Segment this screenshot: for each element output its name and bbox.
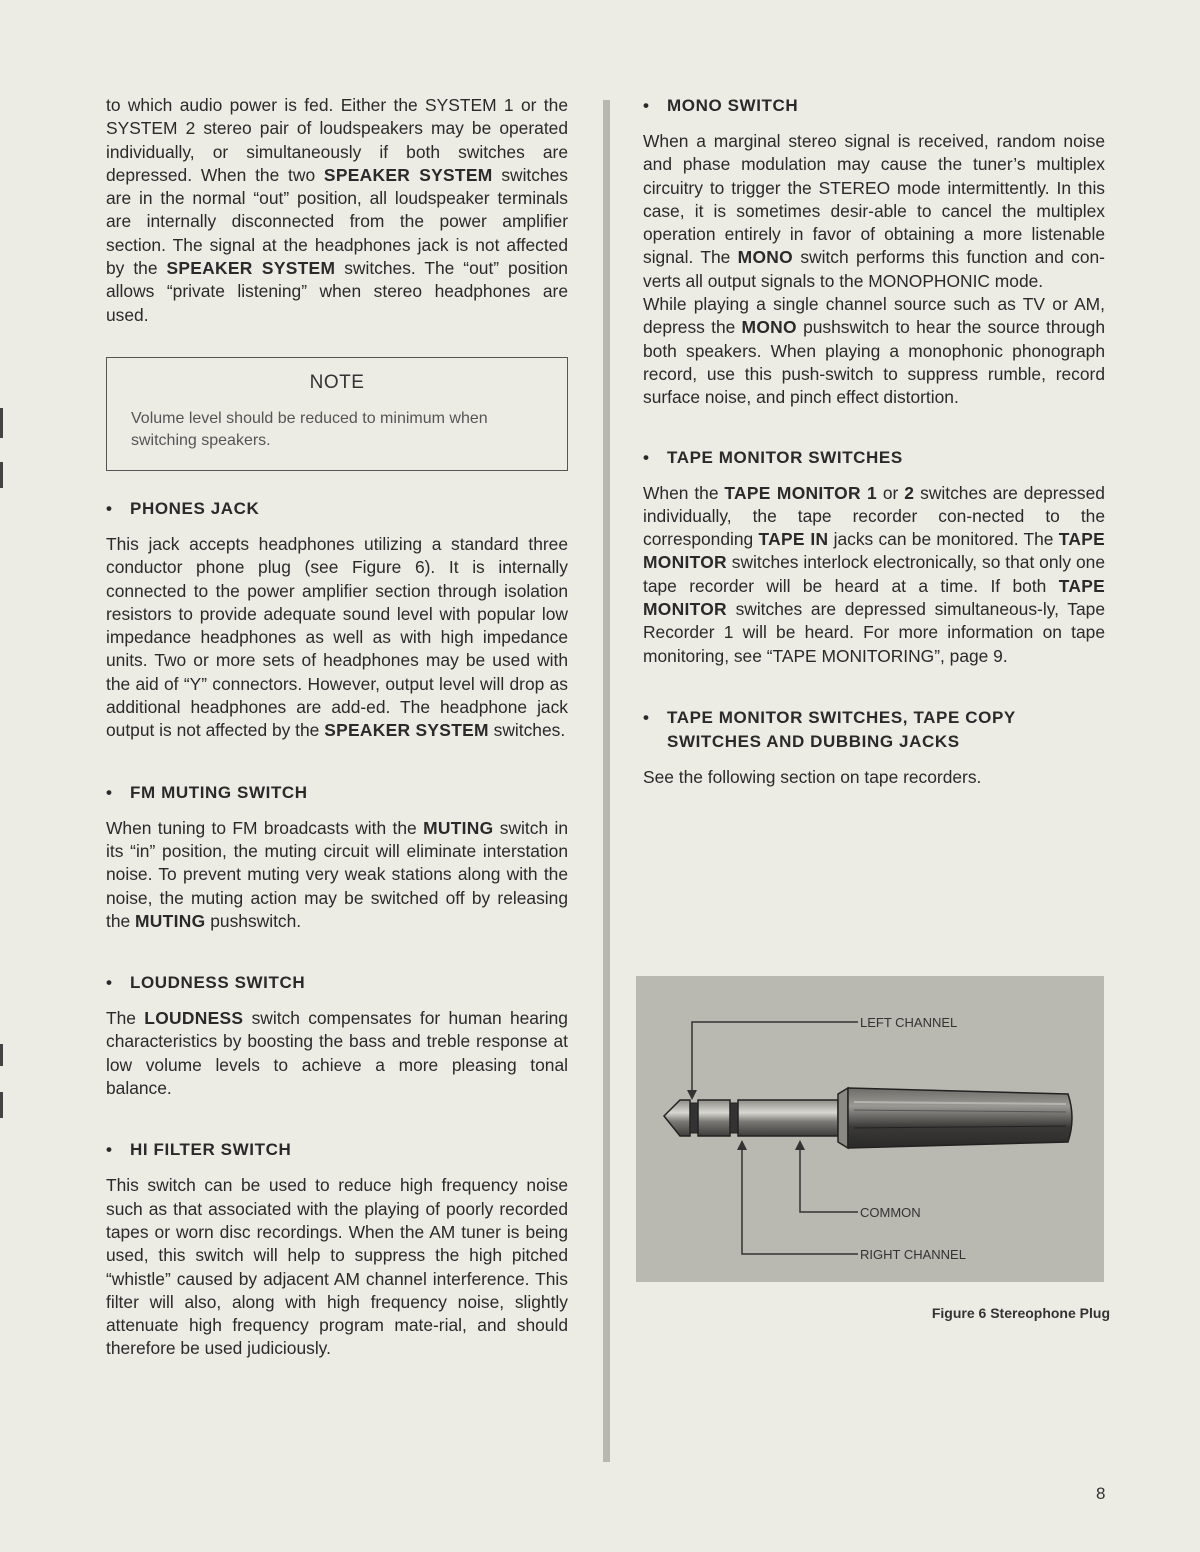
section-heading [643,446,1105,470]
section-body: When the TAPE MONITOR 1 or 2 switches are depressed individually, the tape recorder con-nected to the corresponding TAPE IN jacks can be monitored. The TAPE MONITOR switches interlock electronically, so that only one tape recorder will be heard at a time. If both TAPE MONITOR switches are depressed simultaneous-ly, Tape Recorder 1 will be heard. For more information on tape monitoring, see “TAPE MONITORING”, page 9. [643,482,1106,666]
page-number: 8 [1096,1484,1106,1503]
intro-paragraph: to which audio power is fed. Either the SYSTEM 1 or the SYSTEM 2 stereo pair of loudspeakers may be operated individually, or simultaneously if both switches are depressed. When the two SPEAKER SYSTEM switches are in the normal “out” position, all loudspeaker terminals are internally disconnected from the power amplifier section. The signal at the headphones jack is not affected by the SPEAKER SYSTEM switches. The “out” position allows “private listening” when stereo headphones are used. [106,95,568,325]
section-heading-text: HI FILTER SWITCH [130,1140,292,1160]
plug-handle [848,1088,1072,1148]
section-body: This jack accepts headphones utilizing a standard three conductor phone plug (see Figure 6). It is internally connected to the power amplifier section through isolation resistors to provide adequate sound level with popular low impedance headphones as well as with high impedance units. Two or more sets of headphones may be used with the aid of “Y” connectors. However, output level will drop as additional headphones are add-ed. The headphone jack output is not affected by the SPEAKER SYSTEM switches. [106,533,568,741]
note-title: NOTE [309,371,365,393]
left-channel-leader [692,1022,858,1092]
insulator-ring [730,1103,738,1133]
figure-caption: Figure 6 Stereophone Plug [931,1305,1110,1321]
note-box [106,357,568,471]
bullet-icon: • [643,707,650,727]
bullet-icon: • [643,447,650,467]
section-phones-jack [106,497,568,743]
section-body: When tuning to FM broadcasts with the MUTING switch in its “in” position, the muting circuit will eliminate interstation noise. To prevent muting very weak stations along with the noise, the muting action may be switched off by releasing the MUTING pushswitch. [106,817,569,931]
section-body: When a marginal stereo signal is received, random noise and phase modulation may cause the tuner’s multiplex circuitry to trigger the STEREO mode intermittently. In this case, it is sometimes desir-able to cancel the multiplex operation entirely in favor of obtaining a more listenable signal. The MONO switch performs this function and con-verts all output signals to the MONOPHONIC mode. While playing a single channel source such as TV or AM, depress the MONO pushswitch to hear the source through both speakers. When playing a monophonic phonograph record, use this push-switch to suppress rumble, record surface noise, and pinch effect distortion. [643,131,1105,408]
common-leader [800,1148,858,1212]
section-heading [643,706,1105,754]
left-column [106,94,568,1399]
bullet-icon: • [643,96,650,115]
section-loudness-switch [106,971,568,1100]
section-heading-text: PHONES JACK [130,498,260,518]
section-heading [643,94,1105,118]
section-body: See the following section on tape recorders. [643,766,982,787]
section-tape-copy-dubbing [643,706,1105,789]
plug-sleeve [738,1100,838,1136]
scan-edge-mark [0,1092,3,1118]
section-hi-filter-switch [106,1138,568,1360]
section-heading-text: MONO SWITCH [667,96,799,115]
note-text: Volume level should be reduced to minimum when switching speakers. [131,409,488,449]
plug-tip [664,1100,690,1136]
section-body: The LOUDNESS switch compensates for human hearing characteristics by boosting the bass and treble response at low volume levels to achieve a more pleasing tonal balance. [106,1008,568,1099]
section-heading [106,971,568,995]
plug-ring [698,1100,730,1136]
section-heading-text: FM MUTING SWITCH [130,782,308,802]
bullet-icon: • [106,498,113,518]
section-heading [106,1138,568,1162]
section-heading [106,497,568,521]
bullet-icon: • [106,973,113,993]
plug-collar [838,1088,848,1148]
bullet-icon: • [106,1140,113,1160]
scan-edge-mark [0,1044,3,1066]
right-column [643,94,1105,827]
insulator-ring [690,1103,698,1133]
section-fm-muting-switch [106,781,568,933]
label-right-channel: RIGHT CHANNEL [860,1247,966,1262]
section-mono-switch [643,94,1105,410]
column-divider [603,100,610,1462]
label-left-channel: LEFT CHANNEL [860,1015,958,1030]
stereophone-plug-figure [636,976,1104,1282]
section-tape-monitor-switches [643,446,1105,668]
section-heading-text: TAPE MONITOR SWITCHES, TAPE COPY SWITCHES AND DUBBING JACKS [667,707,1016,751]
label-common: COMMON [860,1205,921,1220]
scan-edge-mark [0,462,3,488]
section-heading-text: LOUDNESS SWITCH [130,973,306,993]
scan-edge-mark [0,408,3,438]
section-body: This switch can be used to reduce high frequency noise such as that associated with the playing of poorly recorded tapes or worn disc recordings. When the AM tuner is being used, this switch will help to suppress the high pitched “whistle” caused by adjacent AM channel interference. This filter will also, along with high frequency noise, slightly attenuate high frequency program mate-rial, and should therefore be used judiciously. [106,1175,568,1359]
section-heading-text: TAPE MONITOR SWITCHES [667,447,903,467]
section-heading [106,781,568,805]
bullet-icon: • [106,782,113,802]
stereophone-plug-diagram [636,976,1104,1282]
